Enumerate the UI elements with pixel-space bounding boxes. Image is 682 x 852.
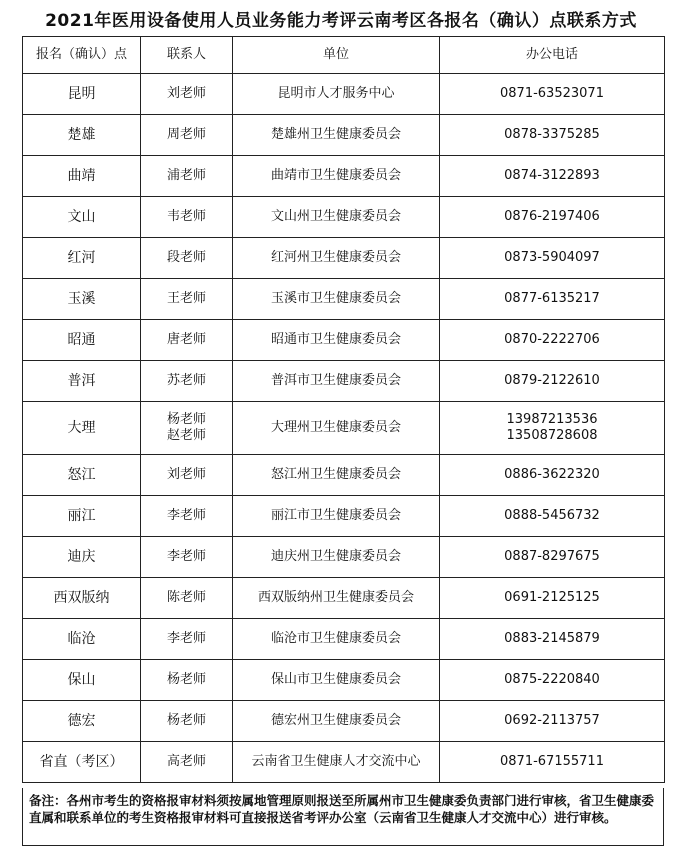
- cell-phone: [440, 537, 665, 578]
- cell-unit: 怒江州卫生健康委员会: [233, 455, 440, 496]
- contact-name: 浦老师: [166, 168, 206, 183]
- header-contact: 联系人: [141, 37, 233, 74]
- cell-site: 曲靖: [23, 156, 141, 197]
- cell-contact: [141, 238, 233, 279]
- cell-contact: [141, 537, 233, 578]
- contact-name: 李老师: [166, 508, 206, 523]
- cell-contact: [141, 156, 233, 197]
- table-row: [23, 402, 665, 455]
- phone-number: 0873-5904097: [504, 250, 600, 265]
- table-row: [23, 197, 665, 238]
- cell-contact: [141, 115, 233, 156]
- contact-name: 唐老师: [166, 332, 206, 347]
- cell-phone: [440, 74, 665, 115]
- contact-name: 赵老师: [166, 428, 206, 443]
- table-row: [23, 619, 665, 660]
- cell-phone: [440, 742, 665, 783]
- cell-unit: 云南省卫生健康人才交流中心: [233, 742, 440, 783]
- phone-number: 0870-2222706: [504, 332, 600, 347]
- cell-contact: [141, 361, 233, 402]
- cell-site: 丽江: [23, 496, 141, 537]
- cell-unit: 迪庆州卫生健康委员会: [233, 537, 440, 578]
- cell-contact: [141, 74, 233, 115]
- table-row: [23, 279, 665, 320]
- cell-site: 省直（考区）: [23, 742, 141, 783]
- phone-number: 0886-3622320: [504, 467, 600, 482]
- cell-unit: 德宏州卫生健康委员会: [233, 701, 440, 742]
- table-header-row: [23, 37, 665, 74]
- header-unit: 单位: [233, 37, 440, 74]
- contact-name: 周老师: [166, 127, 206, 142]
- table-row: [23, 496, 665, 537]
- cell-phone: [440, 619, 665, 660]
- table-row: [23, 320, 665, 361]
- cell-unit: 曲靖市卫生健康委员会: [233, 156, 440, 197]
- cell-site: 楚雄: [23, 115, 141, 156]
- cell-site: 红河: [23, 238, 141, 279]
- phone-number: 0887-8297675: [504, 549, 600, 564]
- cell-phone: [440, 660, 665, 701]
- phone-number: 13508728608: [506, 428, 598, 443]
- contact-name: 李老师: [166, 631, 206, 646]
- table-row: [23, 537, 665, 578]
- cell-contact: [141, 279, 233, 320]
- cell-unit: 玉溪市卫生健康委员会: [233, 279, 440, 320]
- note-text: 备注：各州市考生的资格报审材料须按属地管理原则报送至所属州市卫生健康委负责部门进行审核，省卫生健康委直属和联系单位的考生资格报审材料可直接报送省考评办公室（云南省卫生健康人才交流中心）进行审核。: [29, 793, 655, 825]
- cell-site: 昭通: [23, 320, 141, 361]
- phone-number: 0879-2122610: [504, 373, 600, 388]
- table-row: [23, 701, 665, 742]
- cell-phone: [440, 402, 665, 455]
- phone-number: 0888-5456732: [504, 508, 600, 523]
- cell-contact: [141, 496, 233, 537]
- cell-phone: [440, 496, 665, 537]
- header-site: 报名（确认）点: [23, 37, 141, 74]
- table-row: [23, 74, 665, 115]
- cell-site: 普洱: [23, 361, 141, 402]
- cell-phone: [440, 578, 665, 619]
- cell-unit: 昆明市人才服务中心: [233, 74, 440, 115]
- cell-unit: 丽江市卫生健康委员会: [233, 496, 440, 537]
- cell-unit: 楚雄州卫生健康委员会: [233, 115, 440, 156]
- cell-site: 西双版纳: [23, 578, 141, 619]
- table-row: [23, 238, 665, 279]
- contacts-table: [22, 36, 665, 783]
- phone-number: 0871-67155711: [500, 754, 604, 769]
- cell-phone: [440, 320, 665, 361]
- cell-contact: [141, 701, 233, 742]
- phone-number: 0691-2125125: [504, 590, 600, 605]
- cell-site: 德宏: [23, 701, 141, 742]
- phone-number: 0878-3375285: [504, 127, 600, 142]
- cell-contact: [141, 742, 233, 783]
- cell-phone: [440, 455, 665, 496]
- table-row: [23, 361, 665, 402]
- cell-unit: 保山市卫生健康委员会: [233, 660, 440, 701]
- phone-number: 0871-63523071: [500, 86, 604, 101]
- cell-contact: [141, 578, 233, 619]
- cell-contact: [141, 660, 233, 701]
- cell-site: 怒江: [23, 455, 141, 496]
- table-row: [23, 115, 665, 156]
- contact-name: 杨老师: [166, 672, 206, 687]
- phone-number: 0874-3122893: [504, 168, 600, 183]
- cell-unit: 临沧市卫生健康委员会: [233, 619, 440, 660]
- phone-number: 0877-6135217: [504, 291, 600, 306]
- cell-phone: [440, 361, 665, 402]
- contact-name: 段老师: [166, 250, 206, 265]
- cell-unit: 文山州卫生健康委员会: [233, 197, 440, 238]
- cell-phone: [440, 197, 665, 238]
- contact-name: 陈老师: [166, 590, 206, 605]
- contact-name: 李老师: [166, 549, 206, 564]
- contact-name: 杨老师: [166, 412, 206, 427]
- table-row: [23, 742, 665, 783]
- phone-number: 0883-2145879: [504, 631, 600, 646]
- contact-name: 苏老师: [166, 373, 206, 388]
- table-row: [23, 660, 665, 701]
- phone-number: 0692-2113757: [504, 713, 600, 728]
- contact-name: 韦老师: [166, 209, 206, 224]
- cell-site: 文山: [23, 197, 141, 238]
- contact-name: 高老师: [166, 754, 206, 769]
- table-row: [23, 455, 665, 496]
- contact-name: 王老师: [166, 291, 206, 306]
- cell-unit: 大理州卫生健康委员会: [233, 402, 440, 455]
- cell-site: 保山: [23, 660, 141, 701]
- cell-unit: 昭通市卫生健康委员会: [233, 320, 440, 361]
- table-row: [23, 156, 665, 197]
- cell-phone: [440, 701, 665, 742]
- cell-contact: [141, 197, 233, 238]
- cell-phone: [440, 115, 665, 156]
- cell-phone: [440, 156, 665, 197]
- table-row: [23, 578, 665, 619]
- cell-contact: [141, 619, 233, 660]
- contact-name: 杨老师: [166, 713, 206, 728]
- cell-site: 大理: [23, 402, 141, 455]
- header-phone: 办公电话: [440, 37, 665, 74]
- cell-contact: [141, 455, 233, 496]
- contact-name: 刘老师: [166, 467, 206, 482]
- table-body: [23, 74, 665, 783]
- cell-site: 临沧: [23, 619, 141, 660]
- phone-number: 0876-2197406: [504, 209, 600, 224]
- cell-site: 玉溪: [23, 279, 141, 320]
- cell-unit: 西双版纳州卫生健康委员会: [233, 578, 440, 619]
- cell-contact: [141, 402, 233, 455]
- cell-contact: [141, 320, 233, 361]
- cell-unit: 红河州卫生健康委员会: [233, 238, 440, 279]
- cell-phone: [440, 238, 665, 279]
- cell-site: 昆明: [23, 74, 141, 115]
- phone-number: 13987213536: [506, 412, 598, 427]
- note-box: [22, 788, 664, 846]
- contact-name: 刘老师: [166, 86, 206, 101]
- cell-site: 迪庆: [23, 537, 141, 578]
- phone-number: 0875-2220840: [504, 672, 600, 687]
- cell-unit: 普洱市卫生健康委员会: [233, 361, 440, 402]
- cell-phone: [440, 279, 665, 320]
- page-title: 2021年医用设备使用人员业务能力考评云南考区各报名（确认）点联系方式: [45, 11, 637, 31]
